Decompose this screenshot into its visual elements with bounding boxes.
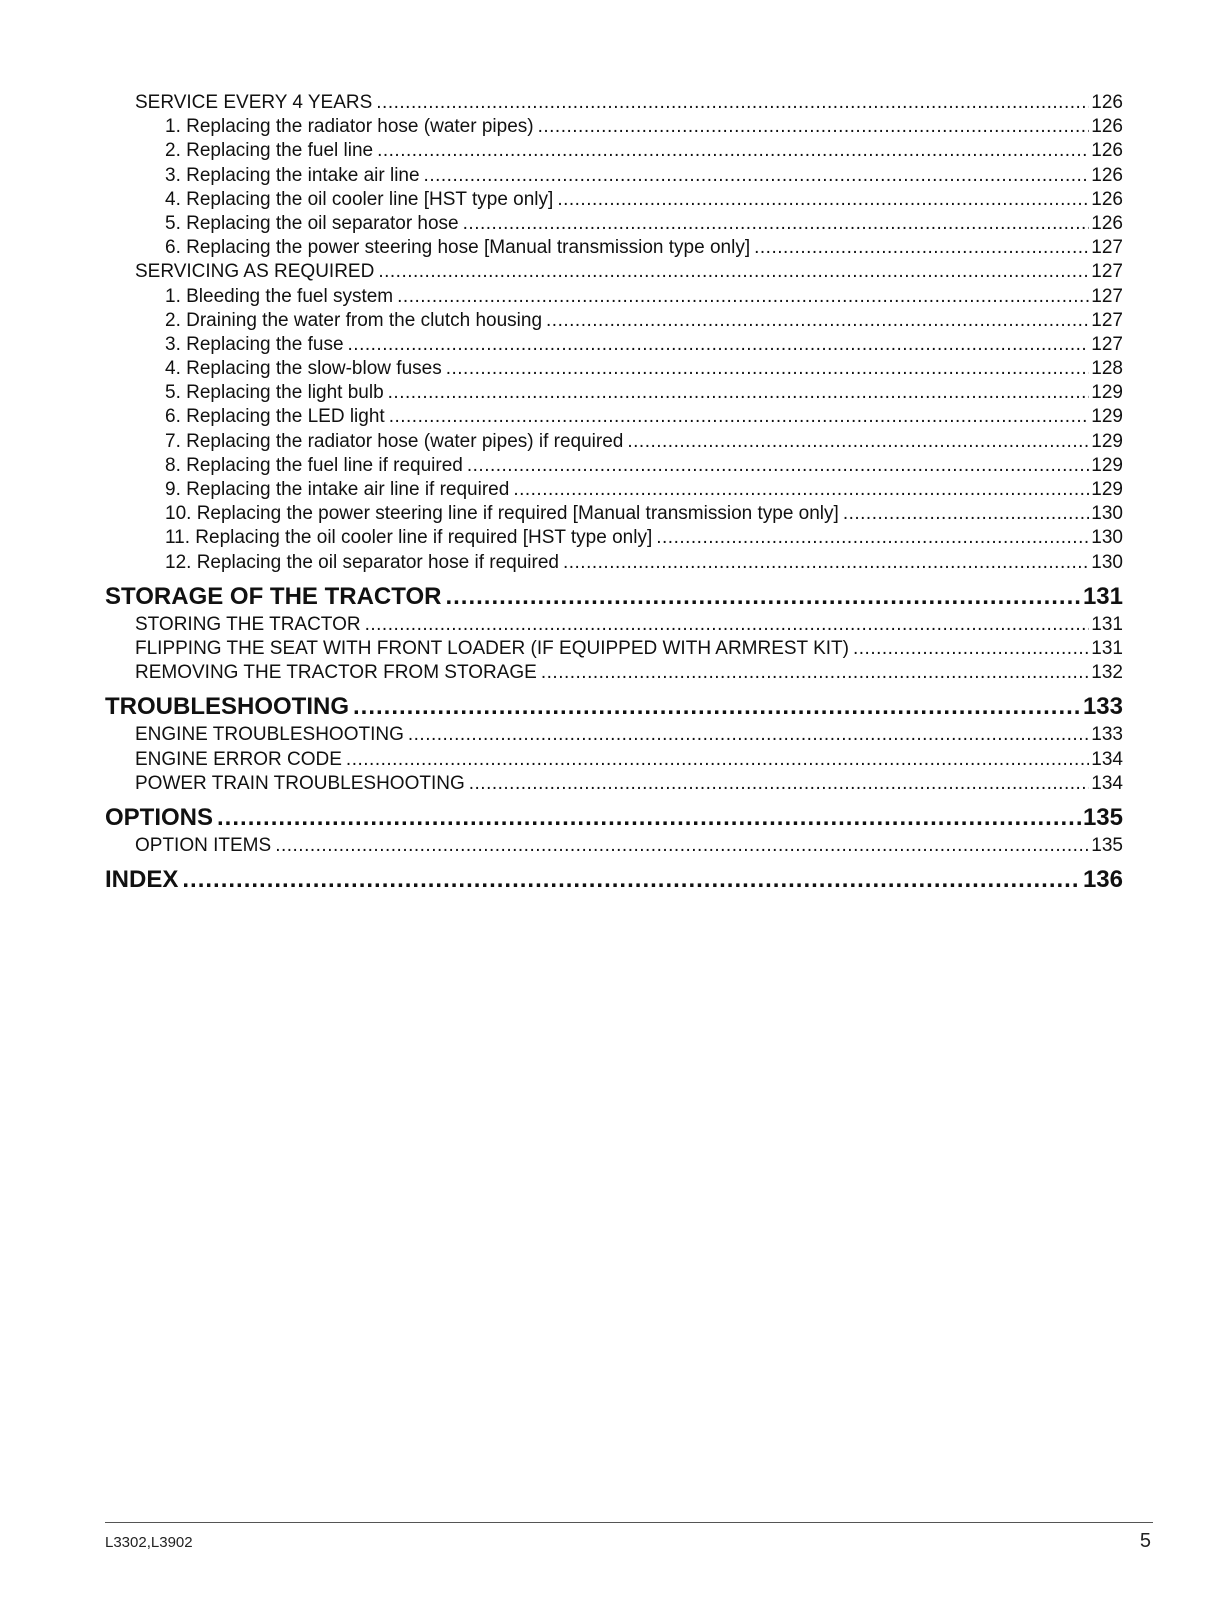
dot-leader (389, 405, 1090, 429)
dot-leader (365, 613, 1090, 637)
toc-entry-title: 6. Replacing the LED light (165, 406, 385, 428)
dot-leader (563, 551, 1089, 575)
toc-entry-title: 11. Replacing the oil cooler line if required [HST type only] (165, 527, 653, 549)
toc-entry-title: 2. Replacing the fuel line (165, 140, 374, 162)
toc-entry-title: 10. Replacing the power steering line if required [Manual transmission type only] (165, 503, 839, 525)
toc-entry-page-number: 136 (1082, 866, 1123, 894)
toc-entry-page-number: 133 (1091, 724, 1123, 746)
toc-entry-title: 2. Draining the water from the clutch housing (165, 309, 543, 331)
toc-entry-page-number: 130 (1091, 527, 1123, 549)
toc-entry-title: 12. Replacing the oil separator hose if required (165, 551, 559, 573)
toc-entry-page-number: 126 (1091, 164, 1123, 186)
toc-entry-title: FLIPPING THE SEAT WITH FRONT LOADER (IF EQUIPPED WITH ARMREST KIT) (135, 637, 849, 659)
toc-entry-sub[interactable] (0, 661, 1231, 685)
toc-entry-title: 9. Replacing the intake air line if required (165, 479, 510, 500)
toc-entry-page-number: 127 (1091, 309, 1123, 331)
toc-entry-page-number: 126 (1091, 140, 1123, 162)
dot-leader (538, 115, 1090, 139)
toc-entry-chapter[interactable] (0, 685, 1231, 723)
toc-entry-page-number: 131 (1082, 582, 1123, 610)
toc-entry-page-number: 129 (1091, 454, 1123, 476)
toc-entry-page-number: 135 (1091, 834, 1123, 856)
dot-leader (557, 188, 1089, 212)
toc-entry-item[interactable] (0, 405, 1231, 429)
toc-entry-item[interactable] (0, 139, 1231, 163)
toc-entry-page-number: 131 (1091, 613, 1123, 635)
toc-entry-title: TROUBLESHOOTING (105, 693, 349, 721)
toc-entry-title: POWER TRAIN TROUBLESHOOTING (135, 772, 465, 794)
toc-entry-sub[interactable] (0, 91, 1231, 115)
dot-leader (408, 723, 1089, 747)
toc-entry-title: ENGINE TROUBLESHOOTING (135, 724, 404, 746)
toc-entry-item[interactable] (0, 309, 1231, 333)
toc-entry-sub[interactable] (0, 723, 1231, 747)
dot-leader (513, 478, 1089, 502)
toc-entry-page-number: 129 (1091, 406, 1123, 428)
toc-entry-page-number: 127 (1091, 285, 1123, 307)
dot-leader (377, 139, 1089, 163)
toc-entry-title: 7. Replacing the radiator hose (water pipes) if required (165, 430, 624, 452)
toc-entry-page-number: 126 (1091, 116, 1123, 138)
toc-entry-title: REMOVING THE TRACTOR FROM STORAGE (135, 662, 537, 684)
toc-entry-page-number: 126 (1091, 188, 1123, 210)
dot-leader (182, 860, 1081, 900)
footer-model: L3302,L3902 (105, 1534, 193, 1551)
toc-entry-page-number: 126 (1091, 92, 1123, 113)
dot-leader (843, 502, 1089, 526)
toc-entry-page-number: 129 (1091, 382, 1123, 404)
dot-leader (446, 357, 1090, 381)
dot-leader (627, 430, 1089, 454)
toc-entry-page-number: 129 (1091, 430, 1123, 452)
toc-entry-item[interactable] (0, 551, 1231, 575)
dot-leader (463, 212, 1090, 236)
dot-leader (541, 661, 1089, 685)
dot-leader (378, 260, 1089, 284)
toc-entry-title: STORING THE TRACTOR (135, 613, 361, 635)
toc-entry-title: STORAGE OF THE TRACTOR (105, 582, 442, 610)
toc-entry-title: OPTIONS (105, 803, 214, 831)
toc-entry-item[interactable] (0, 285, 1231, 309)
toc-entry-chapter[interactable] (0, 575, 1231, 613)
dot-leader (546, 309, 1089, 333)
toc-entry-item[interactable] (0, 212, 1231, 236)
toc-entry-title: 5. Replacing the oil separator hose (165, 212, 459, 234)
dot-leader (754, 236, 1089, 260)
dot-leader (853, 637, 1089, 661)
toc-entry-page-number: 135 (1082, 803, 1123, 831)
footer-divider (105, 1522, 1153, 1523)
toc-entry-title: 3. Replacing the fuse (165, 333, 344, 355)
toc-entry-item[interactable] (0, 357, 1231, 381)
toc-entry-item[interactable] (0, 502, 1231, 526)
dot-leader (424, 164, 1090, 188)
dot-leader (275, 834, 1089, 858)
toc-entry-item[interactable] (0, 164, 1231, 188)
toc-entry-item[interactable] (0, 454, 1231, 478)
toc-entry-page-number: 129 (1091, 479, 1123, 500)
toc-entry-sub[interactable] (0, 772, 1231, 796)
toc-entry-item[interactable] (0, 333, 1231, 357)
toc-entry-page-number: 132 (1091, 662, 1123, 684)
toc-entry-title: 8. Replacing the fuel line if required (165, 454, 463, 476)
page-number: 5 (1139, 1530, 1151, 1552)
toc-entry-title: 3. Replacing the intake air line (165, 164, 420, 186)
dot-leader (445, 577, 1080, 617)
toc-entry-page-number: 127 (1091, 237, 1123, 259)
toc-entry-title: OPTION ITEMS (135, 834, 272, 856)
toc-entry-title: SERVICE EVERY 4 YEARS (135, 92, 373, 113)
toc-entry-sub[interactable] (0, 834, 1231, 858)
toc-entry-page-number: 127 (1091, 261, 1123, 283)
dot-leader (656, 526, 1089, 550)
dot-leader (469, 772, 1090, 796)
toc-entry-page-number: 134 (1091, 748, 1123, 770)
toc-entry-sub[interactable] (0, 613, 1231, 637)
toc-entry-item[interactable] (0, 381, 1231, 405)
dot-leader (353, 687, 1081, 727)
toc-entry-page-number: 133 (1082, 693, 1123, 721)
toc-entry-chapter[interactable] (0, 858, 1231, 896)
toc-entry-sub[interactable] (0, 748, 1231, 772)
toc-entry-item[interactable] (0, 526, 1231, 550)
toc-entry-item[interactable] (0, 478, 1231, 502)
toc-entry-page-number: 128 (1091, 358, 1123, 380)
toc-entry-title: 5. Replacing the light bulb (165, 382, 384, 404)
toc-entry-page-number: 134 (1091, 772, 1123, 794)
toc-entry-sub[interactable] (0, 260, 1231, 284)
toc-entry-chapter[interactable] (0, 796, 1231, 834)
toc-entry-title: 1. Bleeding the fuel system (165, 285, 394, 307)
toc-entry-page-number: 131 (1091, 637, 1123, 659)
toc-entry-title: INDEX (105, 866, 179, 894)
dot-leader (217, 798, 1081, 838)
toc-entry-item[interactable] (0, 430, 1231, 454)
toc-entry-page-number: 130 (1091, 551, 1123, 573)
dot-leader (467, 454, 1089, 478)
table-of-contents (0, 91, 1231, 896)
toc-entry-sub[interactable] (0, 637, 1231, 661)
toc-entry-title: 4. Replacing the slow-blow fuses (165, 358, 442, 380)
dot-leader (348, 333, 1090, 357)
toc-entry-title: 1. Replacing the radiator hose (water pipes) (165, 116, 534, 138)
toc-entry-title: 4. Replacing the oil cooler line [HST type only] (165, 188, 554, 210)
toc-entry-title: ENGINE ERROR CODE (135, 748, 342, 770)
dot-leader (397, 285, 1089, 309)
toc-entry-page-number: 130 (1091, 503, 1123, 525)
toc-entry-item[interactable] (0, 115, 1231, 139)
toc-entry-item[interactable] (0, 236, 1231, 260)
toc-entry-title: 6. Replacing the power steering hose [Manual transmission type only] (165, 237, 751, 259)
toc-entry-page-number: 126 (1091, 212, 1123, 234)
toc-entry-title: SERVICING AS REQUIRED (135, 261, 375, 283)
dot-leader (376, 91, 1089, 115)
dot-leader (388, 381, 1090, 405)
toc-entry-page-number: 127 (1091, 333, 1123, 355)
dot-leader (346, 748, 1089, 772)
toc-entry-item[interactable] (0, 188, 1231, 212)
